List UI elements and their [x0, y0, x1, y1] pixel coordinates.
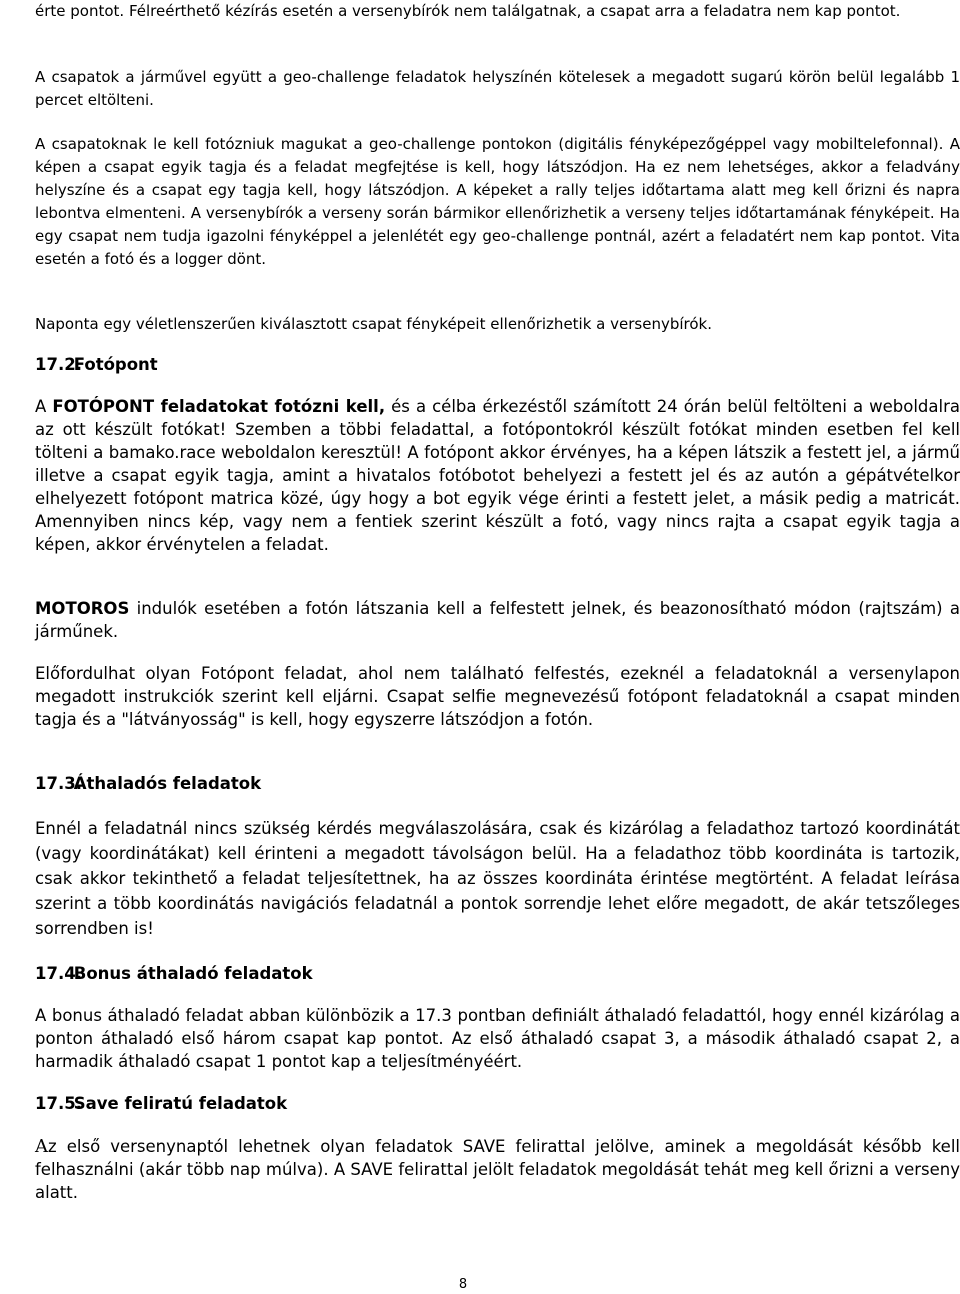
- section-17-4-paragraph-1: A bonus áthaladó feladat abban különbözik a 17.3 pontban definiált áthaladó feladattól, hogy ennél kizárólag a ponton áthaladó első három csapat kap pontot. Az első áthaladó csapat 3, a második áthaladó csapat 2, a harmadik áthaladó csapat 1 pontot kap a teljesítményéért.: [35, 1006, 960, 1071]
- page-number: 8: [458, 1277, 468, 1292]
- section-title: Save feliratú feladatok: [73, 1094, 288, 1113]
- text-run: z első versenynaptól lehetnek olyan feladatok SAVE felirattal jelölve, aminek a megoldását később kell felhasználni (akár több nap múlva). A SAVE felirattal jelölt feladatok megoldását tehát meg kell őrizni a verseny alatt.: [35, 1137, 960, 1202]
- section-number: 17.3.: [35, 774, 82, 793]
- section-number: 17.2.: [35, 355, 82, 374]
- section-17-3-heading: [35, 772, 261, 795]
- bold-text-run: FOTÓPONT feladatokat fotózni kell,: [52, 397, 386, 416]
- text-run: A: [35, 397, 53, 416]
- section-title: Bonus áthaladó feladatok: [73, 964, 313, 983]
- section-17-5-heading: [35, 1092, 287, 1115]
- section-17-2-paragraph-3: Előfordulhat olyan Fotópont feladat, ahol nem található felfestés, ezeknél a feladatoknál a versenylapon megadott instrukciók szerint kell eljárni. Csapat selfie megnevezésű fotópont feladatoknál a csapat minden tagja és a "látványosság" is kell, hogy egyszerre látszódjon a fotón.: [35, 664, 960, 729]
- section-number: 17.5.: [35, 1094, 82, 1113]
- section-17-3-paragraph-1: Ennél a feladatnál nincs szükség kérdés megválaszolására, csak és kizárólag a feladathoz tartozó koordinátát (vagy koordinátákat) kell érinteni a megadott távolságon belül. Ha a feladathoz több koordináta is tartozik, csak akkor tekinthető a feladat teljesítettnek, ha az összes koordináta érintése megtörtént. A feladat leírása szerint a több koordinátás navigációs feladatnál a pontok sorrendje lehet előre megadott, de akár tetszőleges sorrendben is!: [35, 819, 960, 938]
- text-run: A: [35, 1136, 48, 1157]
- section-17-2-paragraph-1: [35, 395, 960, 556]
- section-number: 17.4.: [35, 964, 82, 983]
- section-17-2-heading: [35, 353, 158, 376]
- section-17-5-paragraph-1: [35, 1135, 960, 1204]
- text-run: indulók esetében a fotón látszania kell a felfestett jelnek, és beazonosítható módon (rajtszám) a járműnek.: [35, 599, 960, 641]
- intro-paragraph-4: Naponta egy véletlenszerűen kiválasztott csapat fényképeit ellenőrizhetik a versenybírók.: [35, 315, 712, 333]
- bold-text-run: MOTOROS: [35, 599, 130, 618]
- section-17-2-paragraph-2: [35, 597, 960, 643]
- section-title: Áthaladós feladatok: [73, 774, 262, 793]
- intro-paragraph-1: érte pontot. Félreérthető kézírás esetén a versenybírók nem találgatnak, a csapat arra a feladatra nem kap pontot.: [35, 2, 901, 20]
- text-run: és a célba érkezéstől számított 24 órán belül feltölteni a weboldalra az ott készült fotókat! Szemben a többi feladattal, a fotópontokról készült fotókat minden esetben fel kell tölteni a bamako.race weboldalon keresztül! A fotópont akkor érvényes, ha a képen látszik a festett jel, a jármű illetve a csapat egyik tagja, amint a hivatalos fotóbotot behelyezi a festett jel és az autón a gépátvételkor elhelyezett fotópont matrica közé, úgy hogy a bot egyik vége érinti a festett jelet, a másik pedig a matricát. Amennyiben nincs kép, vagy nem a fentiek szerint készült a fotó, vagy nincs rajta a csapat egyik tagja a képen, akkor érvénytelen a feladat.: [35, 397, 960, 554]
- intro-paragraph-2: A csapatok a járművel együtt a geo-challenge feladatok helyszínén kötelesek a megadott sugarú körön belül legalább 1 percet eltölteni.: [35, 68, 960, 109]
- section-title: Fotópont: [73, 355, 158, 374]
- section-17-4-heading: [35, 962, 313, 985]
- intro-paragraph-3: A csapatoknak le kell fotózniuk magukat a geo-challenge pontokon (digitális fényképezőgéppel vagy mobiltelefonnal). A képen a csapat egyik tagja és a feladat megfejtése is kell, hogy látszódjon. Ha ez nem lehetséges, akkor a feladvány helyszíne és a csapat egy tagja kell, hogy látszódjon. A képeket a rally teljes időtartama alatt meg kell őrizni és napra lebontva elmenteni. A versenybírók a verseny során bármikor ellenőrizhetik a verseny teljes időtartamának fényképeit. Ha egy csapat nem tudja igazolni fényképpel a jelenlétét egy geo-challenge pontnál, azért a feladatért nem kap pontot. Vita esetén a fotó és a logger dönt.: [35, 135, 960, 268]
